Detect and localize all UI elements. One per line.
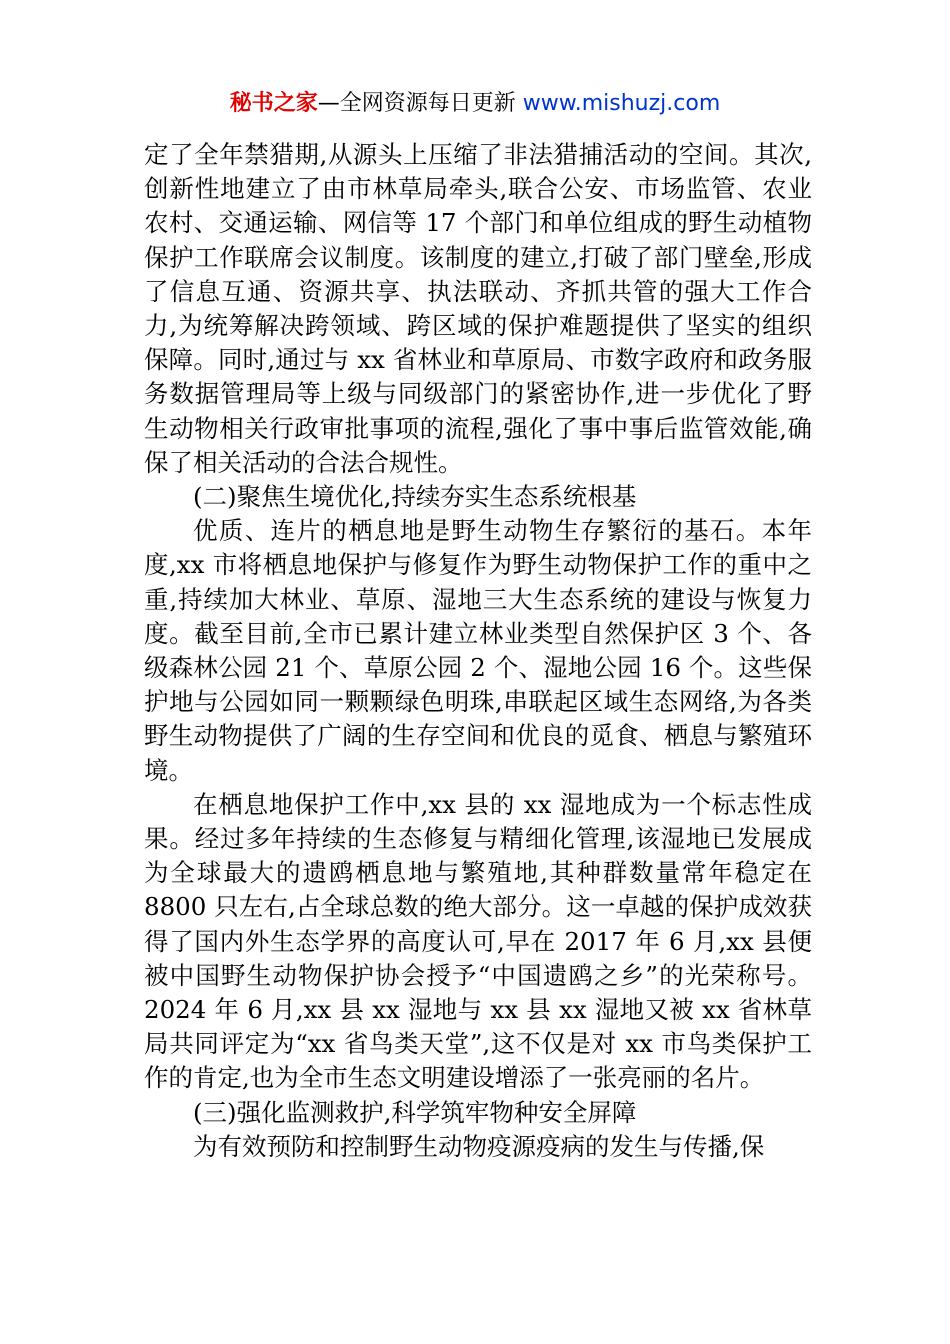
paragraph-continuation: 定了全年禁猎期,从源头上压缩了非法猎捕活动的空间。其次,创新性地建立了由市林草局牵头,联合公安、市场监管、农业农村、交通运输、网信等 17 个部门和单位组成的野生动植物保护工作联席会议制度。该制度的建立,打破了部门壁垒,形成了信息互通、资源共享、执法联动、齐抓共管的强大工作合力,为统筹解决跨领域、跨区域的保护难题提供了坚实的组织保障。同时,通过与 xx 省林业和草原局、市数字政府和政务服务数据管理局等上级与同级部门的紧密协作,进一步优化了野生动物相关行政审批事项的流程,强化了事中事后监管效能,确保了相关活动的合法合规性。 [144, 140, 812, 477]
paragraph-wetland: 在栖息地保护工作中,xx 县的 xx 湿地成为一个标志性成果。经过多年持续的生态修复与精细化管理,该湿地已发展成为全球最大的遗鸥栖息地与繁殖地,其种群数量常年稳定在 8800 只左右,占全球总数的绝大部分。这一卓越的保护成效获得了国内外生态学界的高度认可,早在 2017 年 6 月,xx 县便被中国野生动物保护协会授予“中国遗鸥之乡”的光荣称号。2024 年 6 月,xx 县 xx 湿地与 xx 县 xx 湿地又被 xx 省林草局共同评定为“xx 省鸟类天堂”,这不仅是对 xx 市鸟类保护工作的肯定,也为全市生态文明建设增添了一张亮丽的名片。 [144, 789, 812, 1093]
header-tagline: —全网资源每日更新 [317, 91, 523, 116]
section-heading-3: (三)强化监测救护,科学筑牢物种安全屏障 [193, 1097, 637, 1127]
page-header [0, 86, 950, 122]
paragraph-monitoring: 为有效预防和控制野生动物疫源疫病的发生与传播,保 [193, 1131, 765, 1161]
site-url-link[interactable]: www.mishuzj.com [522, 91, 721, 116]
document-body [144, 138, 812, 1164]
section-heading-2: (二)聚焦生境优化,持续夯实生态系统根基 [193, 482, 637, 512]
brand-name: 秘书之家 [229, 91, 318, 116]
paragraph-habitat: 优质、连片的栖息地是野生动物生存繁衍的基石。本年度,xx 市将栖息地保护与修复作为野生动物保护工作的重中之重,持续加大林业、草原、湿地三大生态系统的建设与恢复力度。截至目前,全市已累计建立林业类型自然保护区 3 个、各级森林公园 21 个、草原公园 2 个、湿地公园 16 个。这些保护地与公园如同一颗颗绿色明珠,串联起区域生态网络,为各类野生动物提供了广阔的生存空间和优良的觅食、栖息与繁殖环境。 [144, 516, 812, 785]
